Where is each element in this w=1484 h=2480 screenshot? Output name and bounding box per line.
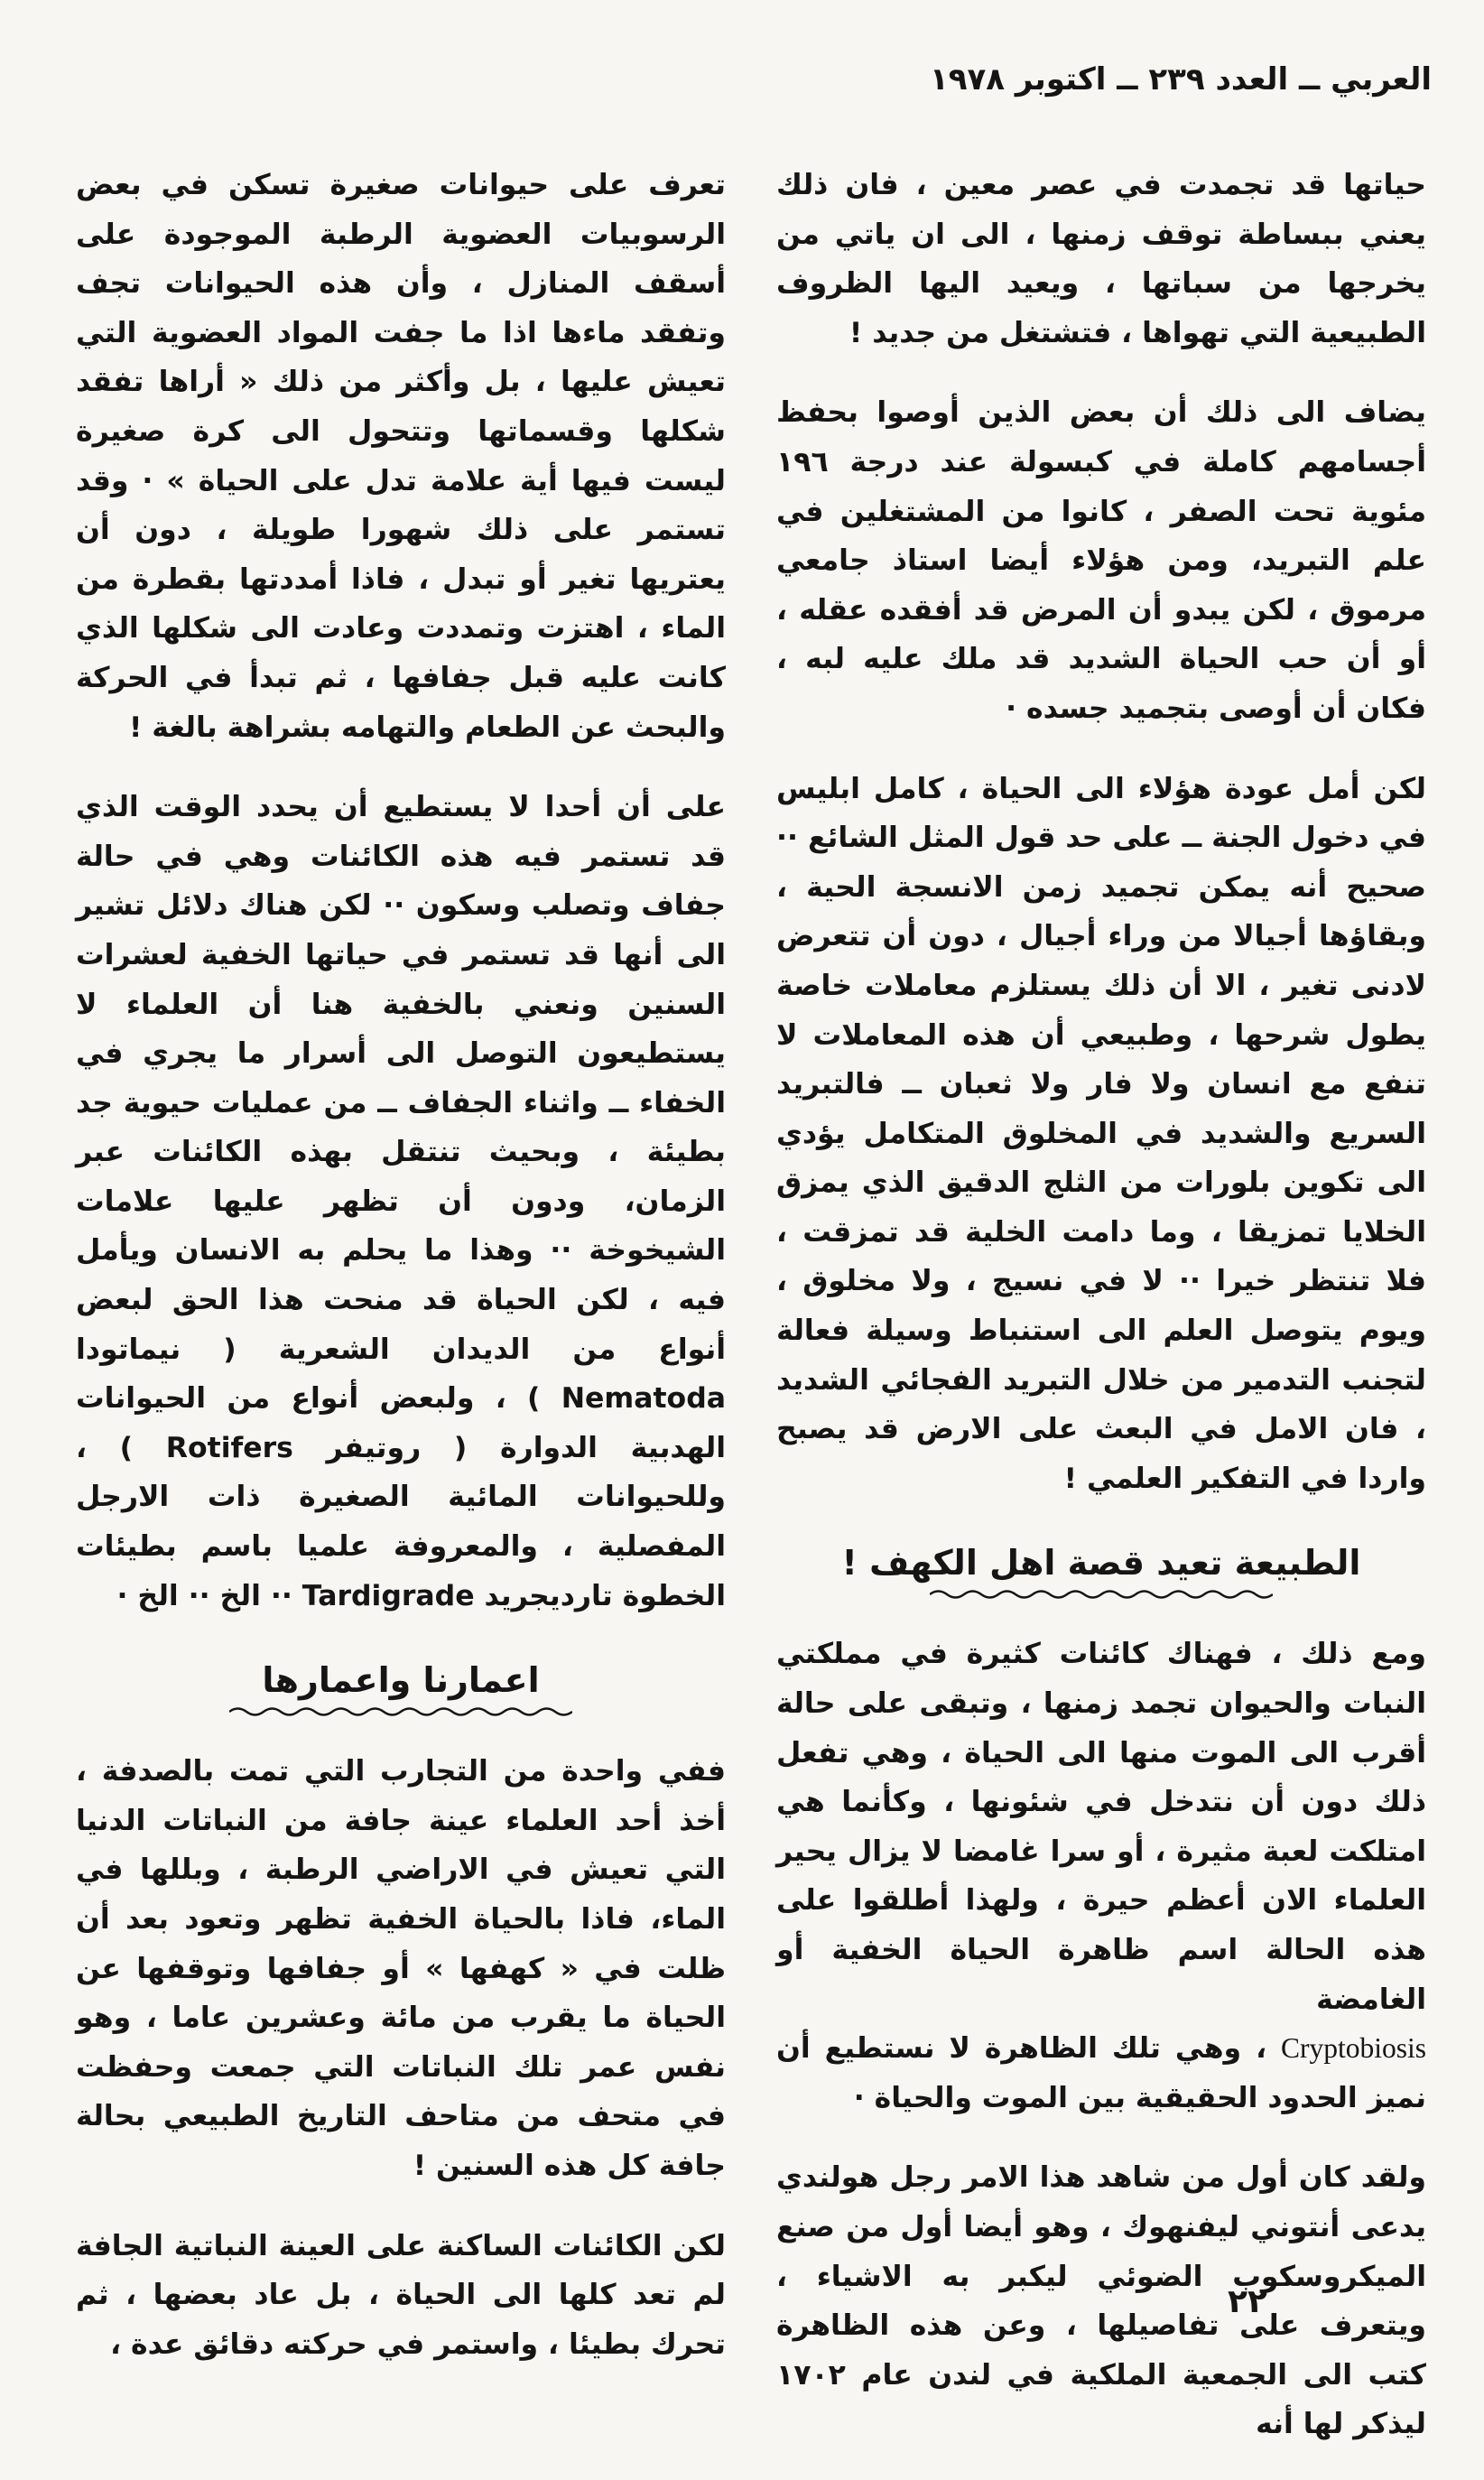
paragraph-continuation: وهي تلك الظاهرة لا نستطيع أن نميز الحدود الحقيقية بين الموت والحياة · xyxy=(776,2032,1426,2114)
paragraph: ومع ذلك ، فهناك كائنات كثيرة في مملكتي النبات والحيوان تجمد زمنها ، وتبقى على حالة أقرب الى الموت منها الى الحياة ، وهي تفعل ذلك دون أن نتدخل في شئونها ، وكأنما هي امتلكت لعبة مثيرة ، أو سرا غامضا لا يزال يحير العلماء الان أعظم حيرة ، ولهذا أطلقوا على هذه الحالة اسم ظاهرة الحياة الخفية أو الغامضة xyxy=(776,1638,1426,2016)
section-heading-block xyxy=(776,1543,1426,1601)
column-right xyxy=(776,161,1426,2480)
section-heading: اعمارنا واعمارها xyxy=(262,1660,540,1701)
wavy-underline-icon xyxy=(229,1705,572,1718)
paragraph: ولقد كان أول من شاهد هذا الامر رجل هولندي يدعى أنتوني ليفنهوك ، وهو أيضا أول من صنع الميكروسكوب الضوئي ليكبر به الاشياء ، ويتعرف على تفاصيلها ، وعن هذه الظاهرة كتب الى الجمعية الملكية في لندن عام ١٧٠٢ ليذكر لها أنه xyxy=(776,2161,1426,2441)
paragraph: ففي واحدة من التجارب التي تمت بالصدفة ، أخذ أحد العلماء عينة جافة من النباتات الدنيا التي تعيش في الاراضي الرطبة ، وبللها في الماء، فاذا بالحياة الخفية تظهر وتعود بعد أن ظلت في « كهفها » أو جفافها وتوقفها عن الحياة ما يقرب من مائة وعشرين عاما ، وهو نفس عمر تلك النباتات التي جمعت وحفظت في متحف من متاحف التاريخ الطبيعي بحالة جافة كل هذه السنين ! xyxy=(76,1755,726,2182)
paragraph: يضاف الى ذلك أن بعض الذين أوصوا بحفظ أجسامهم كاملة في كبسولة عند درجة ١٩٦ مئوية تحت الصفر ، كانوا من المشتغلين في علم التبريد، ومن هؤلاء أيضا استاذ جامعي مرموق ، لكن يبدو أن المرض قد أفقده عقله ، أو أن حب الحياة الشديد قد ملك عليه لبه ، فكان أن أوصى بتجميد جسده · xyxy=(776,396,1426,725)
paragraph: حياتها قد تجمدت في عصر معين ، فان ذلك يعني ببساطة توقف زمنها ، الى ان ياتي من يخرجها من سباتها ، ويعيد اليها الظروف الطبيعية التي تهواها ، فتشتغل من جديد ! xyxy=(776,169,1426,349)
latin-term: Cryptobiosis xyxy=(1280,2032,1427,2065)
section-heading-block xyxy=(76,1660,726,1718)
paragraph: تعرف على حيوانات صغيرة تسكن في بعض الرسوبيات العضوية الرطبة الموجودة على أسقف المنازل ، وأن هذه الحيوانات تجف وتفقد ماءها اذا ما جفت المواد العضوية التي تعيش عليها ، بل وأكثر من ذلك « أراها تفقد شكلها وقسماتها وتتحول الى كرة صغيرة ليست فيها أية علامة تدل على الحياة » · وقد تستمر على ذلك شهورا طويلة ، دون أن يعتريها تغير أو تبدل ، فاذا أمددتها بقطرة من الماء ، اهتزت وتمددت وعادت الى شكلها الذي كانت عليه قبل جفافها ، ثم تبدأ في الحركة والبحث عن الطعام والتهامه بشراهة بالغة ! xyxy=(76,169,726,744)
column-left xyxy=(76,161,726,2400)
paragraph: على أن أحدا لا يستطيع أن يحدد الوقت الذي قد تستمر فيه هذه الكائنات وهي في حالة جفاف وتصلب وسكون ·· لكن هناك دلائل تشير الى أنها قد تستمر في حياتها الخفية لعشرات السنين ونعني بالخفية هنا أن العلماء لا يستطيعون التوصل الى أسرار ما يجري في الخفاء ــ واثناء الجفاف ــ من عمليات حيوية جد بطيئة ، وبحيث تنتقل بهذه الكائنات عبر الزمان، ودون أن تظهر عليها علامات الشيخوخة ·· وهذا ما يحلم به الانسان ويأمل فيه ، لكن الحياة قد منحت هذا الحق لبعض أنواع من الديدان الشعرية ( نيماتودا Nematoda ) ، ولبعض أنواع من الحيوانات الهدبية الدوارة ( روتيفر Rotifers ) ، وللحيوانات المائية الصغيرة ذات الارجل المفصلية ، والمعروفة علميا باسم بطيئات الخطوة تارديجريد Tardigrade ·· الخ ·· الخ · xyxy=(76,791,727,1612)
paragraph: لكن الكائنات الساكنة على العينة النباتية الجافة لم تعد كلها الى الحياة ، بل عاد بعضها ، ثم تحرك بطيئا ، واستمر في حركته دقائق عدة ، xyxy=(76,2229,726,2361)
wavy-underline-icon xyxy=(930,1588,1273,1601)
running-header: العربي ــ العدد ٢٣٩ ــ اكتوبر ١٩٧٨ xyxy=(930,61,1432,98)
page-number: ٢٢ xyxy=(1228,2283,1267,2320)
paragraph: لكن أمل عودة هؤلاء الى الحياة ، كامل ابليس في دخول الجنة ــ على حد قول المثل الشائع ·· صحيح أنه يمكن تجميد زمن الانسجة الحية ، وبقاؤها أجيالا من وراء أجيال ، دون أن تتعرض لادنى تغير ، الا أن ذلك يستلزم معاملات خاصة يطول شرحها ، وطبيعي أن هذه المعاملات لا تنفع مع انسان ولا فار ولا ثعبان ــ فالتبريد السريع والشديد في المخلوق المتكامل يؤدي الى تكوين بلورات من الثلج الدقيق الذي يمزق الخلايا تمزيقا ، وما دامت الخلية قد تمزقت ، فلا تنتظر خيرا ·· لا في نسيج ، ولا مخلوق ، ويوم يتوصل العلم الى استنباط وسيلة فعالة لتجنب التدمير من خلال التبريد الفجائي الشديد ، فان الامل في البعث على الارض قد يصبح واردا في التفكير العلمي ! xyxy=(776,772,1426,1495)
section-heading: الطبيعة تعيد قصة اهل الكهف ! xyxy=(841,1543,1361,1584)
paragraph: Cryptobiosis ، وهي تلك الظاهرة لا نستطيع أن نميز الحدود الحقيقية بين الموت والحياة · xyxy=(776,2032,1427,2114)
